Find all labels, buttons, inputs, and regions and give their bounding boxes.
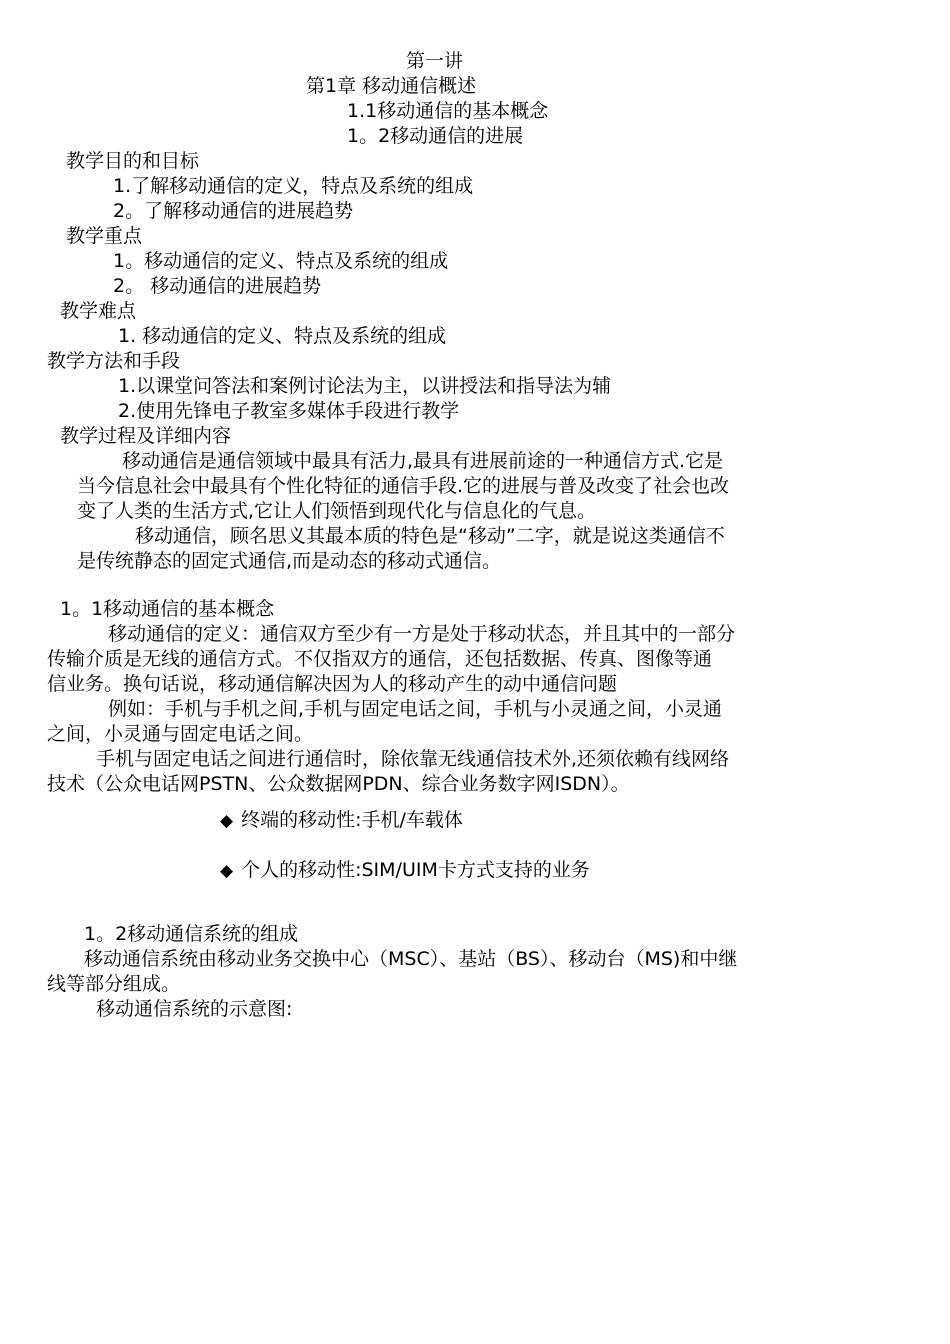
wired-line: 手机与固定电话之间进行通信时，除依靠无线通信技术外,还须依赖有线网络 xyxy=(96,748,730,770)
chapter-title: 第1章 移动通信概述 xyxy=(306,75,477,97)
key-point-item: 2。 移动通信的进展趋势 xyxy=(113,275,322,297)
lecture-title: 第一讲 xyxy=(406,50,464,72)
diamond-bullet-icon: ◆ xyxy=(220,861,234,881)
process-heading: 教学过程及详细内容 xyxy=(60,425,232,447)
definition-line: 移动通信的定义：通信双方至少有一方是处于移动状态，并且其中的一部分 xyxy=(108,623,736,645)
bullet-text: 终端的移动性:手机/车载体 xyxy=(241,809,463,831)
system-heading: 1。2移动通信系统的组成 xyxy=(84,923,299,945)
goal-item: 2。了解移动通信的进展趋势 xyxy=(113,200,354,222)
difficulty-item: 1. 移动通信的定义、特点及系统的组成 xyxy=(118,325,447,347)
section-title-1: 1.1移动通信的基本概念 xyxy=(347,100,549,122)
goal-item: 1.了解移动通信的定义，特点及系统的组成 xyxy=(113,175,474,197)
goals-heading: 教学目的和目标 xyxy=(66,150,200,172)
difficulties-heading: 教学难点 xyxy=(60,300,137,322)
bullet-item xyxy=(220,858,590,883)
paragraph-line: 是传统静态的固定式通信,而是动态的移动式通信。 xyxy=(77,550,502,572)
example-line: 之间，小灵通与固定电话之间。 xyxy=(47,723,314,745)
key-points-heading: 教学重点 xyxy=(66,225,143,247)
bullet-item xyxy=(220,808,463,833)
basic-concept-heading: 1。1移动通信的基本概念 xyxy=(60,598,275,620)
paragraph-line: 当今信息社会中最具有个性化特征的通信手段.它的进展与普及改变了社会也改 xyxy=(77,475,730,497)
definition-line: 信业务。换句话说，移动通信解决因为人的移动产生的动中通信问题 xyxy=(47,673,618,695)
paragraph-line: 移动通信是通信领域中最具有活力,最具有进展前途的一种通信方式.它是 xyxy=(122,450,724,472)
paragraph-line: 移动通信，顾名思义其最本质的特色是“移动”二字，就是说这类通信不 xyxy=(135,525,725,547)
diamond-bullet-icon: ◆ xyxy=(220,811,234,831)
system-desc-line: 线等部分组成。 xyxy=(47,973,181,995)
paragraph-line: 变了人类的生活方式,它让人们领悟到现代化与信息化的气息。 xyxy=(77,500,597,522)
bullet-text: 个人的移动性:SIM/UIM卡方式支持的业务 xyxy=(241,859,590,881)
wired-line: 技术（公众电话网PSTN、公众数据网PDN、综合业务数字网ISDN）。 xyxy=(47,773,630,795)
definition-line: 传输介质是无线的通信方式。不仅指双方的通信，还包括数据、传真、图像等通 xyxy=(47,648,713,670)
diagram-caption: 移动通信系统的示意图: xyxy=(96,998,293,1020)
section-title-2: 1。2移动通信的进展 xyxy=(347,125,524,147)
example-line: 例如：手机与手机之间,手机与固定电话之间，手机与小灵通之间，小灵通 xyxy=(108,698,723,720)
methods-heading: 教学方法和手段 xyxy=(47,350,181,372)
system-desc-line: 移动通信系统由移动业务交换中心（MSC）、基站（BS）、移动台（MS)和中继 xyxy=(84,948,738,970)
method-item: 2.使用先锋电子教室多媒体手段进行教学 xyxy=(118,400,460,422)
key-point-item: 1。移动通信的定义、特点及系统的组成 xyxy=(113,250,449,272)
method-item: 1.以课堂问答法和案例讨论法为主，以讲授法和指导法为辅 xyxy=(118,375,612,397)
